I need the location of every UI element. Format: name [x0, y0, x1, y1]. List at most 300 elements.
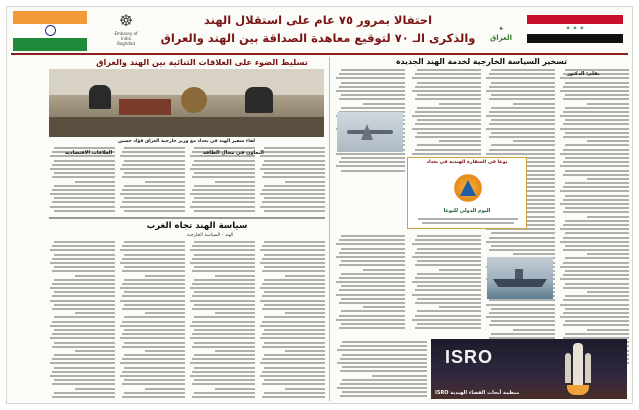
text-line — [262, 396, 325, 398]
text-line — [54, 329, 115, 331]
text-line — [120, 206, 185, 208]
text-line — [563, 237, 630, 239]
text-line — [341, 170, 405, 172]
text-line — [264, 197, 325, 199]
text-line — [340, 358, 427, 360]
text-line — [54, 304, 115, 306]
text-line — [417, 132, 481, 134]
newspaper-page — [6, 6, 633, 404]
text-line — [190, 206, 255, 208]
text-line — [52, 201, 115, 203]
text-line — [415, 264, 482, 266]
text-line — [336, 77, 405, 79]
text-line — [560, 241, 629, 243]
text-line — [260, 168, 325, 170]
text-line — [417, 310, 481, 312]
text-line — [262, 308, 325, 310]
text-line — [336, 294, 405, 296]
text-line — [560, 228, 629, 230]
text-line — [122, 383, 185, 385]
text-line — [563, 312, 630, 314]
text-line — [587, 216, 629, 218]
text-line — [124, 172, 185, 174]
text-line — [415, 136, 482, 138]
text-line — [124, 316, 185, 318]
text-line — [565, 119, 629, 121]
fighter-jet-photo — [337, 112, 403, 152]
text-line — [52, 295, 115, 297]
text-line — [122, 396, 185, 398]
text-line — [122, 270, 185, 272]
text-line — [264, 210, 325, 212]
text-line — [192, 270, 255, 272]
economic-subhead: العلاقات الاقتصادية — [65, 150, 113, 156]
text-line — [262, 283, 325, 285]
text-line — [124, 241, 185, 243]
text-line — [262, 321, 325, 323]
text-line — [563, 86, 630, 88]
text-line — [336, 90, 405, 92]
text-line — [124, 197, 185, 199]
text-line — [412, 90, 481, 92]
text-line — [52, 189, 115, 191]
text-line — [489, 73, 556, 75]
text-line — [412, 153, 481, 155]
text-line — [341, 285, 405, 287]
text-col-b2 — [119, 241, 185, 401]
text-line — [264, 392, 325, 394]
text-line — [491, 107, 555, 109]
text-line — [491, 232, 555, 234]
anniversary-logo-icon: ✦ — [498, 25, 504, 33]
text-line — [190, 249, 255, 251]
text-line — [122, 333, 185, 335]
text-line — [120, 287, 185, 289]
text-line — [54, 160, 115, 162]
text-col-r6 — [411, 235, 481, 335]
text-col-r5 — [335, 235, 405, 335]
text-line — [192, 383, 255, 385]
text-line — [342, 366, 427, 368]
text-line — [124, 266, 185, 268]
text-line — [565, 207, 629, 209]
text-line — [513, 329, 555, 331]
text-line — [341, 107, 405, 109]
text-line — [120, 262, 185, 264]
text-line — [120, 249, 185, 251]
text-line — [491, 333, 555, 335]
text-line — [264, 172, 325, 174]
yoga-poster-caption: يوغا في السفارة الهندية في بغداد — [426, 160, 508, 165]
text-line — [215, 312, 255, 314]
text-line — [560, 266, 629, 268]
text-line — [54, 185, 115, 187]
text-line — [264, 291, 325, 293]
text-line — [336, 153, 405, 155]
text-line — [565, 270, 629, 272]
text-line — [491, 94, 555, 96]
text-line — [565, 195, 629, 197]
text-line — [417, 235, 481, 237]
text-line — [342, 354, 427, 356]
meeting-photo — [49, 69, 324, 137]
text-line — [565, 94, 629, 96]
text-line — [260, 287, 325, 289]
text-line — [342, 391, 427, 393]
text-col-r4 — [559, 69, 629, 369]
text-line — [491, 69, 555, 71]
text-line — [336, 281, 405, 283]
text-line — [190, 375, 255, 377]
text-line — [194, 329, 255, 331]
text-line — [54, 342, 115, 344]
text-line — [491, 320, 555, 322]
text-line — [50, 206, 115, 208]
text-line — [565, 308, 629, 310]
text-line — [342, 379, 427, 381]
text-line — [264, 254, 325, 256]
text-line — [190, 300, 255, 302]
isro-caption: منظمة أبحاث الفضاء الهندية ISRO — [435, 390, 520, 396]
text-line — [54, 379, 115, 381]
text-line — [52, 321, 115, 323]
text-line — [50, 325, 115, 327]
text-line — [122, 358, 185, 360]
text-line — [340, 395, 427, 397]
text-line — [565, 220, 629, 222]
text-line — [439, 306, 481, 308]
text-line — [190, 168, 255, 170]
energy-subhead: التعاون في مجال الطاقة — [203, 150, 264, 156]
text-line — [122, 164, 185, 166]
text-line — [194, 279, 255, 281]
text-line — [563, 324, 630, 326]
text-line — [417, 273, 481, 275]
text-line — [417, 298, 481, 300]
text-line — [412, 281, 481, 283]
text-line — [122, 283, 185, 285]
text-line — [563, 299, 630, 301]
text-line — [264, 279, 325, 281]
text-line — [52, 270, 115, 272]
text-line — [192, 321, 255, 323]
text-line — [190, 287, 255, 289]
yoga-day-poster — [407, 157, 527, 229]
text-line — [54, 354, 115, 356]
text-line — [415, 86, 482, 88]
text-line — [124, 160, 185, 162]
text-line — [194, 291, 255, 293]
text-line — [124, 367, 185, 369]
text-line — [124, 210, 185, 212]
text-line — [260, 249, 325, 251]
text-line — [565, 320, 629, 322]
text-line — [339, 302, 406, 304]
text-line — [340, 383, 427, 385]
text-line — [439, 103, 481, 105]
text-line — [339, 289, 406, 291]
text-line — [54, 241, 115, 243]
text-line — [563, 123, 630, 125]
text-line — [54, 367, 115, 369]
text-line — [122, 176, 185, 178]
text-line — [417, 119, 481, 121]
text-line — [565, 257, 629, 259]
text-line — [262, 258, 325, 260]
text-line — [565, 107, 629, 109]
text-line — [192, 164, 255, 166]
text-line — [565, 245, 629, 247]
text-line — [75, 181, 115, 183]
text-line — [341, 260, 405, 262]
text-line — [54, 316, 115, 318]
text-line — [489, 324, 556, 326]
text-line — [260, 362, 325, 364]
text-line — [417, 285, 481, 287]
text-line — [124, 329, 185, 331]
text-line — [565, 295, 629, 297]
text-line — [563, 287, 630, 289]
text-line — [415, 252, 482, 254]
text-line — [341, 310, 405, 312]
text-line — [339, 98, 406, 100]
text-line — [192, 371, 255, 373]
text-col-b4 — [259, 241, 325, 401]
text-line — [417, 260, 481, 262]
text-line — [122, 346, 185, 348]
text-line — [417, 82, 481, 84]
text-line — [192, 333, 255, 335]
text-line — [264, 329, 325, 331]
ashoka-emblem-icon: ☸ — [118, 11, 134, 30]
iraq-flag-icon: ✶ ✶ ✶ — [527, 15, 623, 43]
text-line — [486, 115, 555, 117]
text-line — [560, 115, 629, 117]
text-line — [337, 362, 427, 364]
isro-title: ISRO — [445, 347, 494, 367]
text-line — [145, 350, 185, 352]
text-line — [560, 278, 629, 280]
text-line — [54, 197, 115, 199]
text-line — [194, 197, 255, 199]
text-line — [262, 245, 325, 247]
text-line — [52, 283, 115, 285]
text-line — [120, 375, 185, 377]
text-line — [412, 77, 481, 79]
text-line — [260, 206, 325, 208]
text-line — [192, 245, 255, 247]
text-line — [587, 253, 629, 255]
isro-rocket-photo — [431, 339, 627, 399]
text-line — [339, 73, 406, 75]
text-line — [415, 277, 482, 279]
text-line — [560, 203, 629, 205]
text-line — [565, 170, 629, 172]
text-line — [264, 241, 325, 243]
text-line — [264, 160, 325, 162]
text-line — [285, 275, 325, 277]
text-line — [489, 299, 556, 301]
text-line — [50, 375, 115, 377]
text-line — [75, 312, 115, 314]
bilateral-relations-headline: تسليط الضوء على العلاقات الثنائية بين الهند والعراق — [96, 57, 308, 67]
text-line — [565, 82, 629, 84]
text-line — [262, 358, 325, 360]
text-line — [340, 370, 427, 372]
text-line — [145, 275, 185, 277]
text-line — [563, 98, 630, 100]
text-line — [415, 289, 482, 291]
text-line — [339, 327, 406, 329]
text-line — [264, 266, 325, 268]
text-line — [491, 308, 555, 310]
text-line — [285, 350, 325, 352]
text-line — [264, 316, 325, 318]
text-line — [52, 371, 115, 373]
text-line — [194, 160, 255, 162]
text-line — [491, 132, 555, 134]
text-line — [565, 283, 629, 285]
embassy-caption: Embassy of India Baghdad — [114, 31, 138, 46]
text-line — [415, 239, 482, 241]
text-line — [489, 86, 556, 88]
text-line — [489, 249, 556, 251]
text-line — [264, 367, 325, 369]
text-line — [124, 392, 185, 394]
text-line — [120, 300, 185, 302]
text-line — [194, 266, 255, 268]
text-line — [341, 248, 405, 250]
text-line — [486, 128, 555, 130]
text-line — [262, 383, 325, 385]
text-line — [75, 388, 115, 390]
text-line — [337, 387, 427, 389]
text-line — [336, 319, 405, 321]
masthead-banner — [149, 11, 487, 51]
text-line — [75, 350, 115, 352]
text-line — [192, 358, 255, 360]
text-line — [563, 161, 630, 163]
text-line — [565, 132, 629, 134]
text-line — [192, 201, 255, 203]
text-line — [489, 312, 556, 314]
text-line — [341, 69, 405, 71]
text-line — [513, 140, 555, 142]
text-line — [190, 325, 255, 327]
text-line — [563, 174, 630, 176]
west-policy-headline: سياسة الهند تجاه الغرب — [146, 221, 248, 231]
text-line — [120, 193, 185, 195]
text-line — [52, 358, 115, 360]
text-line — [54, 147, 115, 149]
text-col-l4 — [259, 147, 325, 217]
text-line — [489, 136, 556, 138]
text-line — [489, 123, 556, 125]
text-line — [54, 392, 115, 394]
text-line — [194, 392, 255, 394]
text-line — [260, 337, 325, 339]
text-line — [415, 327, 482, 329]
banner-line-1: احتفالا بمرور ٧٥ عام على استقلال الهند — [203, 13, 433, 27]
text-line — [50, 193, 115, 195]
text-line — [262, 189, 325, 191]
text-line — [190, 362, 255, 364]
text-line — [120, 362, 185, 364]
column-divider — [329, 57, 330, 401]
text-line — [52, 383, 115, 385]
text-line — [54, 291, 115, 293]
text-line — [262, 346, 325, 348]
text-line — [54, 279, 115, 281]
masthead-divider — [11, 53, 628, 55]
text-line — [124, 379, 185, 381]
text-line — [124, 354, 185, 356]
text-line — [122, 295, 185, 297]
text-line — [587, 140, 629, 142]
text-line — [122, 308, 185, 310]
text-line — [337, 349, 427, 351]
text-line — [417, 144, 481, 146]
text-line — [192, 396, 255, 398]
text-line — [339, 161, 406, 163]
text-line — [489, 237, 556, 239]
text-line — [54, 254, 115, 256]
text-line — [215, 275, 255, 277]
text-line — [412, 115, 481, 117]
text-line — [262, 164, 325, 166]
text-line — [489, 149, 556, 151]
text-line — [75, 275, 115, 277]
text-line — [215, 181, 255, 183]
text-line — [339, 277, 406, 279]
text-line — [194, 241, 255, 243]
west-policy-byline: الهند - السياسة الخارجية — [187, 233, 234, 238]
text-line — [145, 312, 185, 314]
text-line — [260, 375, 325, 377]
text-line — [339, 315, 406, 317]
text-line — [341, 94, 405, 96]
text-line — [194, 304, 255, 306]
text-line — [194, 367, 255, 369]
text-line — [52, 245, 115, 247]
text-line — [560, 77, 629, 79]
text-line — [50, 249, 115, 251]
text-line — [122, 201, 185, 203]
text-line — [560, 128, 629, 130]
text-line — [124, 304, 185, 306]
text-line — [412, 294, 481, 296]
text-line — [563, 186, 630, 188]
text-line — [122, 151, 185, 153]
text-line — [341, 298, 405, 300]
text-line — [54, 266, 115, 268]
text-line — [415, 123, 482, 125]
text-line — [587, 329, 629, 331]
text-line — [565, 232, 629, 234]
text-line — [52, 258, 115, 260]
text-line — [194, 379, 255, 381]
text-line — [52, 396, 115, 398]
text-line — [124, 279, 185, 281]
text-line — [560, 153, 629, 155]
text-line — [486, 241, 555, 243]
text-line — [122, 189, 185, 191]
banner-line-2: والذكرى الـ ٧٠ لتوقيع معاهدة الصداقة بين الهند والعراق — [160, 31, 476, 45]
text-line — [587, 291, 629, 293]
text-line — [415, 111, 482, 113]
text-line — [415, 302, 482, 304]
text-line — [491, 119, 555, 121]
